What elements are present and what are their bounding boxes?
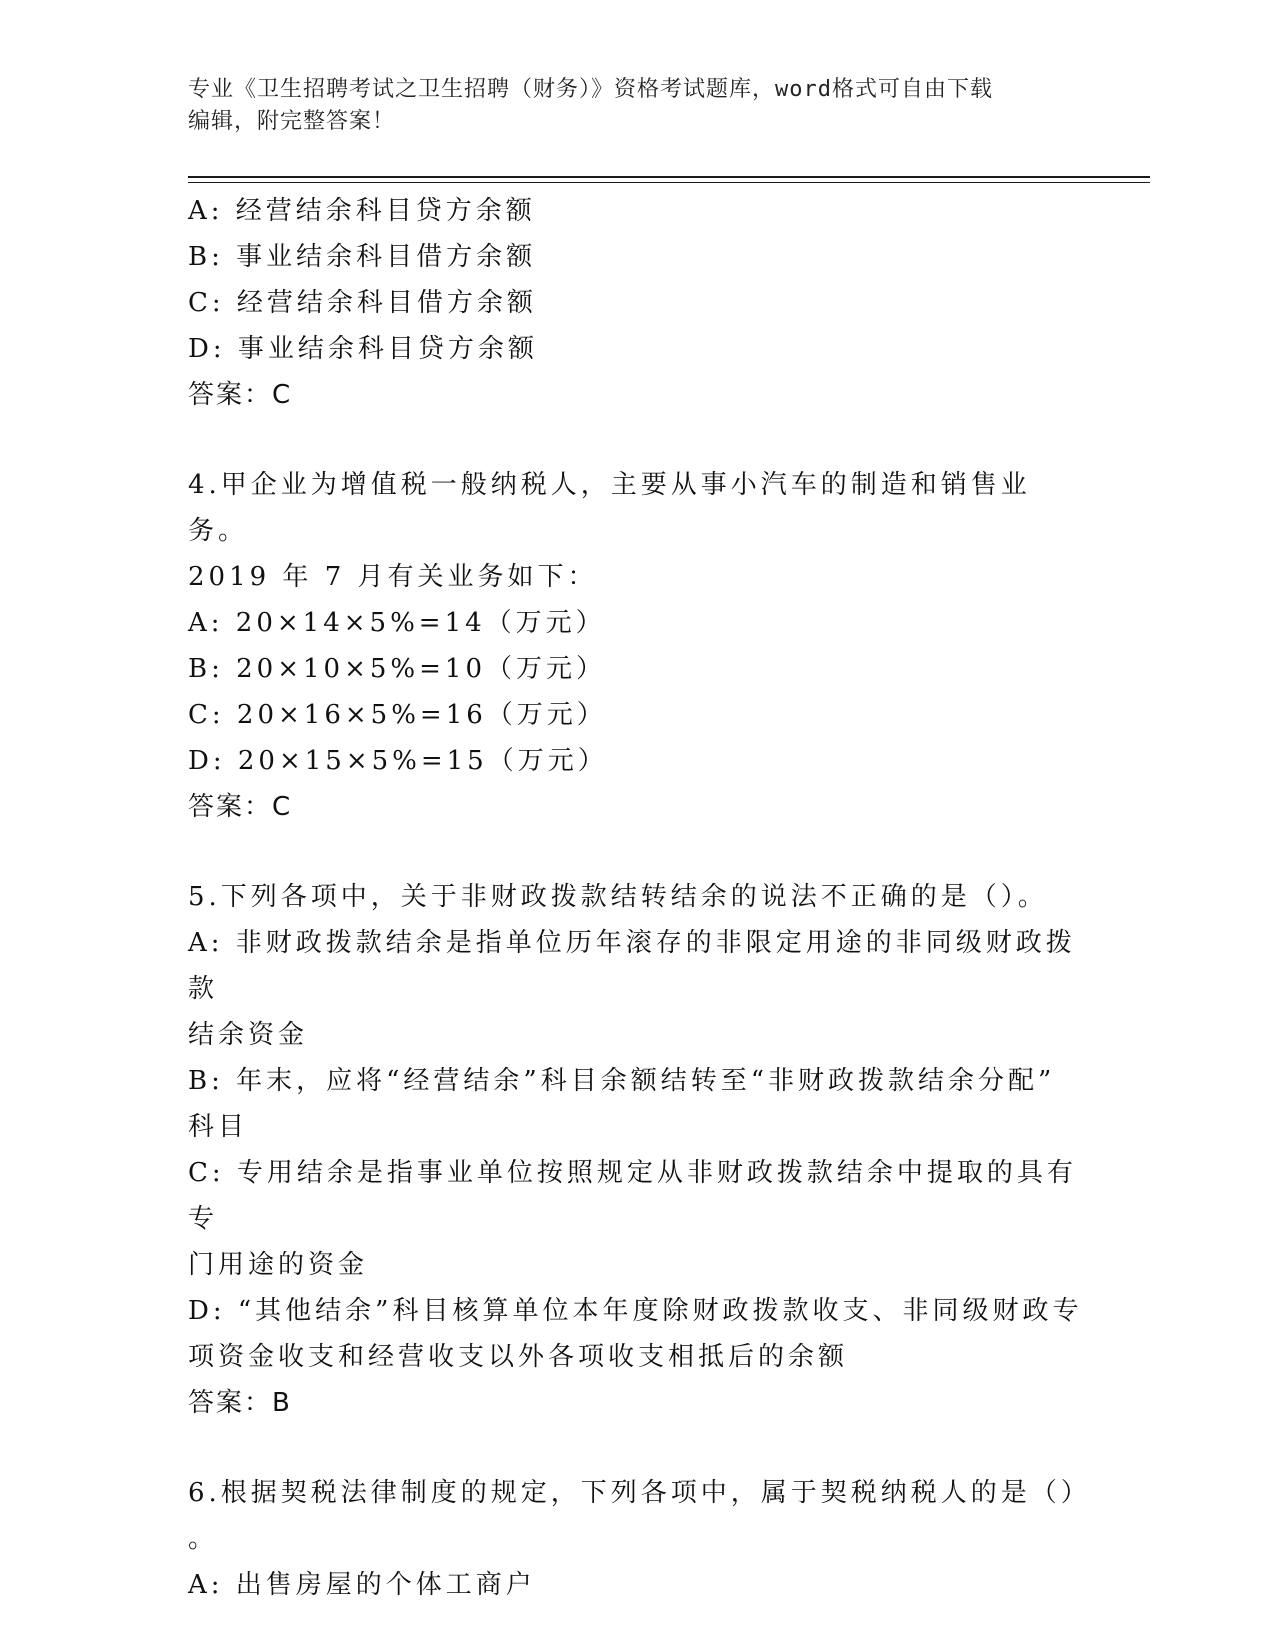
header-line-2: 编辑，附完整答案！ [188, 109, 396, 134]
q5-option-d-line-1: D: “其他结余”科目核算单位本年度除财政拨款收支、非同级财政专 [188, 1296, 1083, 1326]
q5-option-c-line-2: 门用途的资金 [188, 1250, 369, 1280]
question-3-block [188, 188, 1088, 418]
q3-option-d: D: 事业结余科目贷方余额 [188, 334, 538, 364]
question-4-block [188, 462, 1088, 830]
question-5-block [188, 874, 1088, 1426]
q3-option-c: C: 经营结余科目借方余额 [188, 288, 537, 318]
q3-option-a: A: 经营结余科目贷方余额 [188, 196, 536, 226]
header-divider-thin [188, 182, 1150, 183]
q4-option-a: A: 20×14×5%=14（万元） [188, 608, 606, 638]
q6-stem-line-2: 。 [188, 1524, 219, 1554]
q3-option-b: B: 事业结余科目借方余额 [188, 242, 537, 272]
q4-answer: 答案：C [188, 792, 293, 822]
document-header [188, 74, 1068, 138]
q4-option-d: D: 20×15×5%=15（万元） [188, 746, 608, 776]
q5-option-a-line-1: A: 非财政拨款结余是指单位历年滚存的非限定用途的非同级财政拨款 [188, 928, 1076, 1004]
q5-option-c-line-1: C: 专用结余是指事业单位按照规定从非财政拨款结余中提取的具有专 [188, 1158, 1077, 1234]
question-6-block [188, 1470, 1091, 1608]
q6-stem-line-1: 6.根据契税法律制度的规定，下列各项中，属于契税纳税人的是（） [188, 1478, 1091, 1508]
q5-option-a-line-2: 结余资金 [188, 1020, 309, 1050]
q4-stem-line-2: 2019 年 7 月有关业务如下： [188, 562, 598, 592]
q5-option-b-line-2: 科目 [188, 1112, 249, 1142]
header-divider-thick [188, 176, 1150, 178]
q5-option-b-line-1: B: 年末，应将“经营结余”科目余额结转至“非财政拨款结余分配” [188, 1066, 1056, 1096]
q4-option-b: B: 20×10×5%=10（万元） [188, 654, 606, 684]
q5-stem: 5.下列各项中，关于非财政拨款结转结余的说法不正确的是（）。 [188, 882, 1048, 912]
q3-answer: 答案：C [188, 380, 293, 410]
header-line-1: 专业《卫生招聘考试之卫生招聘（财务）》资格考试题库，word格式可自由下载 [188, 77, 993, 102]
q5-answer: 答案：B [188, 1388, 292, 1418]
question-content [188, 188, 1091, 1608]
q5-option-d-line-2: 项资金收支和经营收支以外各项收支相抵后的余额 [188, 1342, 849, 1372]
q4-option-c: C: 20×16×5%=16（万元） [188, 700, 607, 730]
q6-option-a: A: 出售房屋的个体工商户 [188, 1570, 536, 1600]
q4-stem-line-1: 4.甲企业为增值税一般纳税人，主要从事小汽车的制造和销售业务。 [188, 470, 1031, 546]
